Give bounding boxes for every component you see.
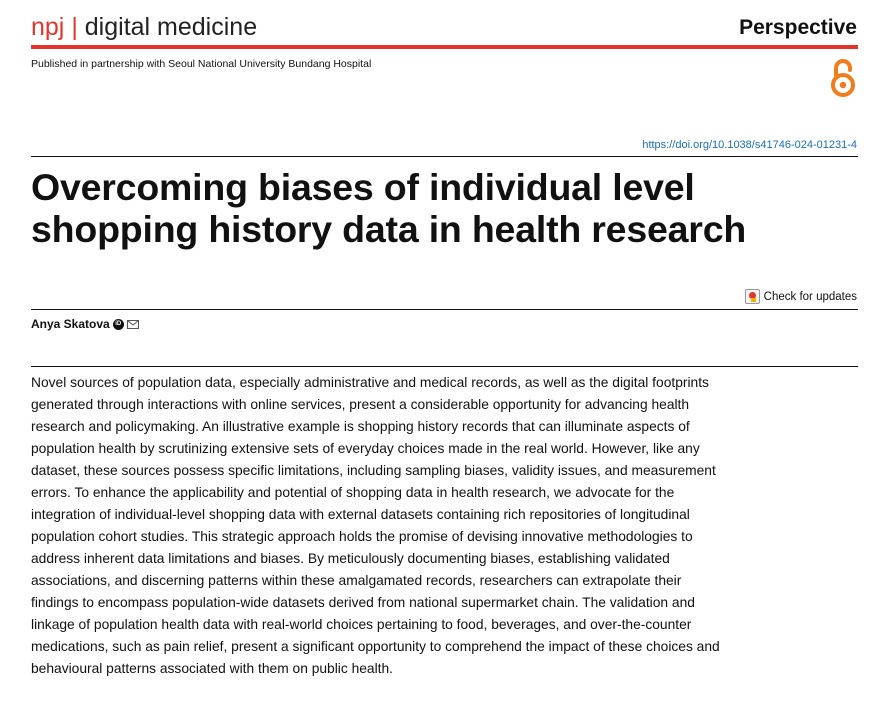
open-access-icon xyxy=(829,56,857,98)
title-divider xyxy=(31,156,858,157)
author-name[interactable]: Anya Skatova xyxy=(31,317,110,331)
journal-separator: | xyxy=(71,13,78,41)
article-title: Overcoming biases of individual level shopping history data in health research xyxy=(31,166,747,250)
partnership-note: Published in partnership with Seoul National University Bundang Hospital xyxy=(31,58,372,70)
journal-logo[interactable] xyxy=(31,12,257,42)
header-divider xyxy=(31,45,858,49)
journal-prefix: npj xyxy=(31,13,65,41)
orcid-icon[interactable]: iD xyxy=(113,319,124,330)
check-updates-icon xyxy=(745,289,760,304)
check-updates-label: Check for updates xyxy=(763,290,857,303)
abstract-text: Novel sources of population data, especially administrative and medical records, as well as the digital footprints generated through interactions with online services, present a considerable opportunity for advancing health research and policymaking. An illustrative example is shopping history records that can illuminate aspects of population health by scrutinizing extensive sets of everyday choices made in the real world. However, like any dataset, these sources possess specific limitations, including sampling biases, validity issues, and measurement errors. To enhance the applicability and potential of shopping data in health research, we advocate for the integration of individual-level shopping data with external datasets containing rich repositories of longitudinal population cohort studies. This strategic approach holds the promise of devising innovative methodologies to address inherent data limitations and biases. By meticulously documenting biases, establishing validated associations, and discerning patterns within these amalgamated records, researchers can extrapolate their findings to encompass population-wide datasets derived from national supermarket chain. The validation and linkage of population health data with real-world choices pertaining to food, beverages, and over-the-counter medications, such as pain relief, present a significant opportunity to comprehend the impact of these choices and behavioural patterns associated with them on public health. xyxy=(31,375,720,676)
abstract-divider xyxy=(31,366,858,367)
author-divider xyxy=(31,309,858,310)
journal-name: digital medicine xyxy=(84,13,258,41)
author-line xyxy=(31,317,139,331)
article-type: Perspective xyxy=(739,16,857,39)
doi-link[interactable]: https://doi.org/10.1038/s41746-024-01231-4 xyxy=(642,139,857,151)
check-for-updates-button[interactable] xyxy=(745,289,857,304)
email-icon[interactable] xyxy=(127,320,139,329)
